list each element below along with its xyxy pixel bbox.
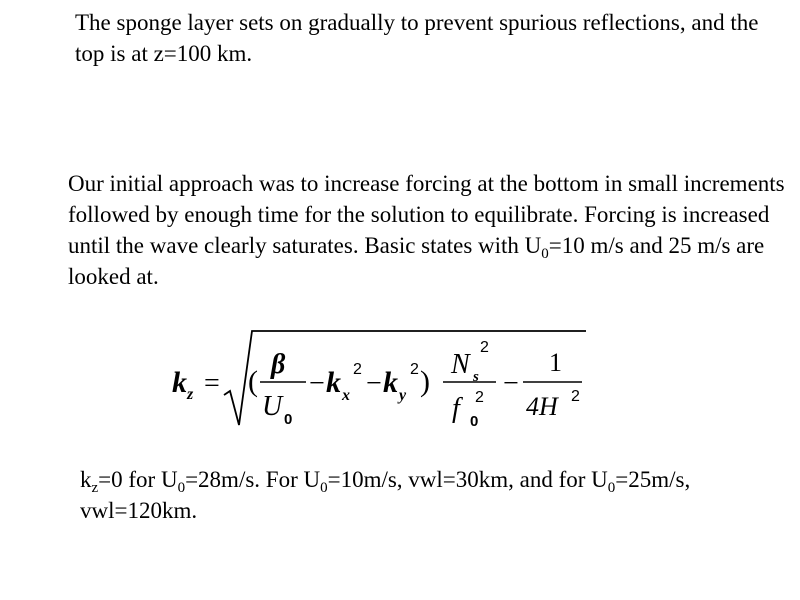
formula-h-sup: 2 xyxy=(571,388,580,405)
formula-kx-sup: 2 xyxy=(353,361,362,378)
formula-u: U xyxy=(262,391,283,422)
paragraph-kz-results: $k_z=0$ for $U_0=28m/s$. For $U_0=10m/s$, vwl=30km, and for $U_0=25m/s$, vwl=120km. xyxy=(80,467,691,523)
formula-f-sup: 2 xyxy=(475,389,484,406)
formula-kx-sub: x xyxy=(342,387,350,404)
formula-minus-1: − xyxy=(309,368,325,399)
formula-n-sup: 2 xyxy=(480,339,489,356)
paragraph-initial-approach: Our initial approach was to increase forcing at the bottom in small increments followed by enough time for the solution to equilibrate. Forcing is increased until the wave clearly saturates. Basic states with $U_0=10$ m/s and 25 m/s are looked at. xyxy=(68,171,785,289)
formula-minus-3: − xyxy=(503,368,519,399)
formula-beta: β xyxy=(271,349,286,380)
formula-open-paren: ( xyxy=(248,365,258,398)
kz-formula xyxy=(160,325,600,435)
formula-one: 1 xyxy=(549,348,562,377)
paragraph-sponge-layer: The sponge layer sets on gradually to prevent spurious reflections, and the top is at z=100 km. xyxy=(75,10,759,66)
formula-lhs-k: k xyxy=(172,366,187,399)
formula-kx: k xyxy=(326,366,341,399)
formula-equals: = xyxy=(204,368,220,399)
formula-4h: 4H xyxy=(526,392,558,421)
formula-ky-sub: y xyxy=(399,387,407,404)
formula-ky-sup: 2 xyxy=(410,361,419,378)
formula-f: f xyxy=(452,393,460,424)
formula-ky: k xyxy=(383,366,398,399)
formula-minus-2: − xyxy=(366,368,382,399)
formula-u-sub: 0 xyxy=(284,411,293,428)
formula-lhs-sub: z xyxy=(187,386,194,403)
formula-n: N xyxy=(451,349,470,380)
formula-n-sub: s xyxy=(473,369,479,385)
formula-f-sub: 0 xyxy=(470,413,479,430)
formula-close-paren: ) xyxy=(420,365,430,398)
